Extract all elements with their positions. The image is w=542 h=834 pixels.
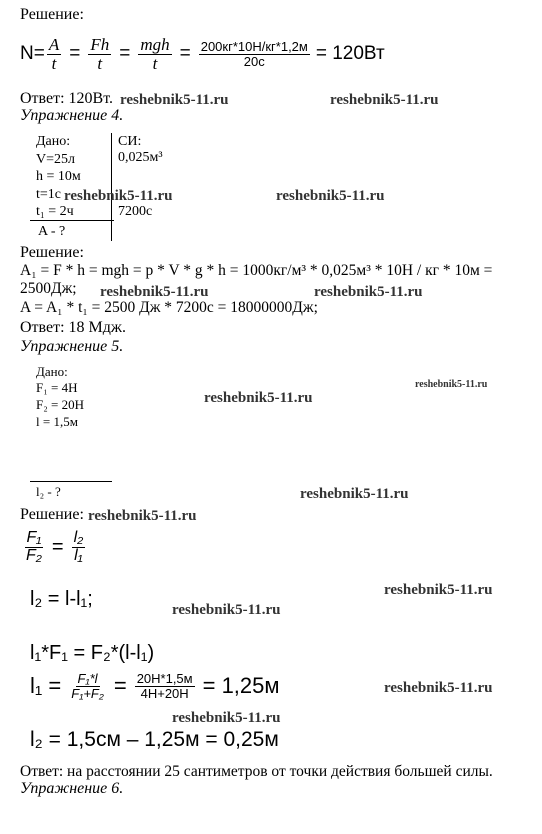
l1-lhs: l₁ = — [30, 673, 62, 699]
watermark: reshebnik5-11.ru — [120, 92, 229, 108]
watermark: reshebnik5-11.ru — [64, 188, 173, 204]
given-label-5: Дано: — [36, 364, 68, 379]
fraction-symbolic: $\frac{\text{F₁*l}}{\text{F₁+F₂}}$ — [71, 671, 104, 701]
solution-4-line-2: 2500Дж; — [20, 280, 77, 297]
fraction-l2-l1: $\frac{\text{l₂}}{\text{l₁}}$ — [73, 529, 84, 564]
l2-expression: l₂ = l-l₁; — [30, 588, 93, 610]
solution-heading-5: Решение: — [20, 506, 84, 523]
l1-formula: l₁ = $\frac{\text{F₁*l}}{\text{F₁+F₂}}$ = $\frac{20Н*1,5м}{4Н+20Н}$ = 1,25м — [30, 671, 280, 701]
solution-4-line-1: A₁ = F * h = mgh = p * V * g * h = 1000кг/м³ * 0,025м³ * 10Н / кг * 10м = — [20, 262, 493, 279]
given-length: l = 1,5м — [36, 414, 78, 429]
given-time-1-si: 7200с — [118, 204, 153, 219]
given-force-1: F₁ = 4Н — [36, 380, 78, 395]
watermark: reshebnik5-11.ru — [415, 379, 488, 390]
given-vertical-divider — [111, 133, 112, 241]
watermark: reshebnik5-11.ru — [172, 710, 281, 726]
given-5-divider — [30, 481, 112, 482]
watermark: reshebnik5-11.ru — [276, 188, 385, 204]
watermark: reshebnik5-11.ru — [384, 680, 493, 696]
l1-result: = 1,25м — [202, 673, 280, 699]
given-time-1: t₁ = 2ч — [36, 204, 74, 219]
answer-5: Ответ: на расстоянии 25 сантиметров от точки действия большей силы. — [20, 763, 493, 780]
solution-4-line-3: A = A₁ * t₁ = 2500 Дж * 7200с = 18000000Дж; — [20, 299, 318, 316]
watermark: reshebnik5-11.ru — [172, 602, 281, 618]
fraction-a-t: $\frac{A}{t}$ — [48, 35, 60, 73]
watermark: reshebnik5-11.ru — [300, 486, 409, 502]
moment-balance: l₁*F₁ = F₂*(l-l₁) — [30, 642, 155, 664]
exercise-4-title: Упражнение 4. — [20, 107, 124, 124]
proportion-formula: $\frac{\text{F₁}}{\text{F₂}}$ = $\frac{\text{l₂}}{\text{l₁}}$ — [26, 529, 84, 564]
watermark: reshebnik5-11.ru — [314, 284, 423, 300]
exercise-6-title: Упражнение 6. — [20, 780, 124, 797]
formula-lhs: N= — [20, 43, 45, 65]
exercise-5-title: Упражнение 5. — [20, 338, 124, 355]
given-find-5: l₂ - ? — [36, 484, 61, 499]
solution-heading-4: Решение: — [20, 244, 84, 261]
formula-result: = 120Вт — [315, 43, 385, 65]
given-find-4: A - ? — [38, 224, 66, 239]
solution-heading-1: Решение: — [20, 6, 84, 23]
power-formula: N= $\frac{A}{t}$ = $\frac{Fh}{t}$ = $\frac{\text{mgh}}{t}$ = $\frac{200кг*10Н/кг*1,2м}{20с}$ = 120Вт — [20, 35, 385, 73]
si-label-4: СИ: — [118, 134, 142, 149]
answer-1: Ответ: 120Вт. — [20, 90, 114, 107]
watermark: reshebnik5-11.ru — [204, 390, 313, 406]
given-horizontal-divider — [30, 220, 114, 221]
watermark: reshebnik5-11.ru — [100, 284, 209, 300]
fraction-fh-t: $\frac{Fh}{t}$ — [90, 35, 110, 73]
fraction-mgh-t: $\frac{\text{mgh}}{t}$ — [140, 35, 170, 73]
given-label-4: Дано: — [36, 134, 71, 149]
given-volume-si: 0,025м³ — [118, 150, 163, 165]
l2-final: l₂ = 1,5см – 1,25м = 0,25м — [30, 728, 279, 751]
given-force-2: F₂ = 20Н — [36, 397, 84, 412]
given-volume: V=25л — [36, 152, 75, 167]
watermark: reshebnik5-11.ru — [330, 92, 439, 108]
fraction-values: $\frac{20Н*1,5м}{4Н+20Н}$ — [136, 671, 193, 701]
answer-4: Ответ: 18 Мдж. — [20, 319, 126, 336]
watermark: reshebnik5-11.ru — [88, 508, 197, 524]
fraction-f1-f2: $\frac{\text{F₁}}{\text{F₂}}$ — [26, 529, 42, 564]
watermark: reshebnik5-11.ru — [384, 582, 493, 598]
fraction-numeric: $\frac{200кг*10Н/кг*1,2м}{20с}$ — [200, 39, 308, 69]
given-height: h = 10м — [36, 169, 81, 184]
given-time: t=1с — [36, 187, 61, 202]
